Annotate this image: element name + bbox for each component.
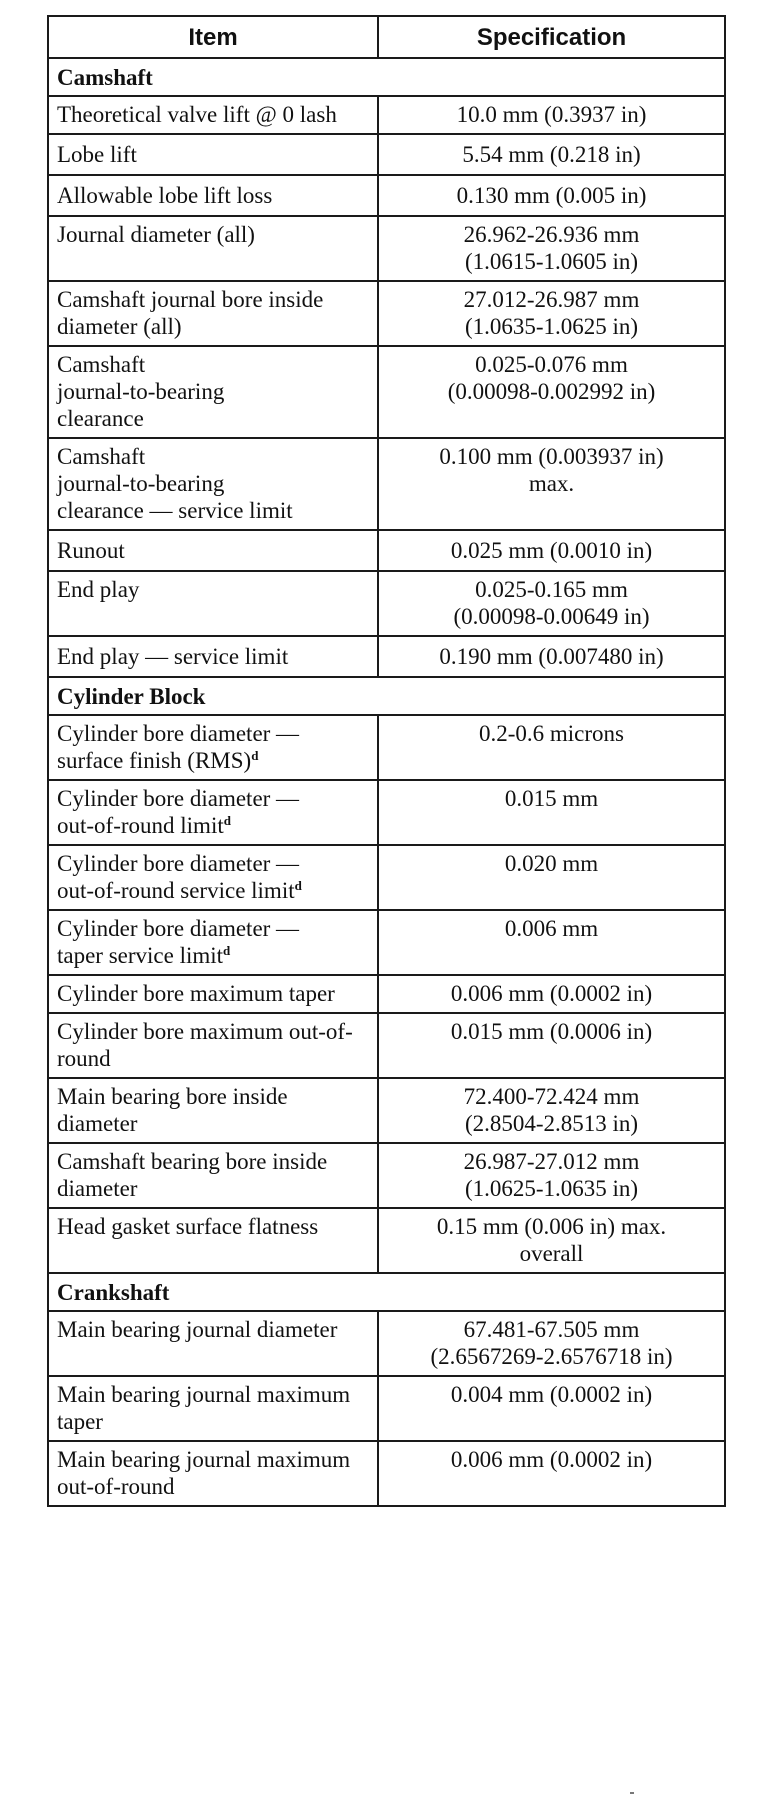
item-cell: Allowable lobe lift loss: [48, 175, 378, 216]
item-cell: Main bearing journal diameter: [48, 1311, 378, 1376]
spec-line: (1.0635-1.0625 in): [464, 314, 639, 339]
table-row: [48, 1441, 725, 1506]
table-row: [48, 1078, 725, 1143]
footnote-marker: d: [223, 813, 231, 828]
table-row: [48, 1143, 725, 1208]
item-cell: Camshaft journal bore inside diameter (all): [48, 281, 378, 346]
item-cell: Theoretical valve lift @ 0 lash: [48, 96, 378, 134]
spec-cell: 0.015 mm: [378, 780, 725, 845]
item-cell: Main bearing journal maximum out-of-round: [48, 1441, 378, 1506]
table-row: [48, 346, 725, 438]
spec-cell: [378, 1078, 725, 1143]
table-row: [48, 910, 725, 975]
table-row: [48, 134, 725, 175]
item-line: clearance: [57, 406, 144, 431]
spec-line: (0.00098-0.00649 in): [453, 604, 650, 629]
spec-line: (2.8504-2.8513 in): [464, 1111, 639, 1136]
table-row: [48, 530, 725, 571]
table-row: [48, 1013, 725, 1078]
footnote-marker: d: [223, 943, 231, 958]
spec-cell: 0.006 mm (0.0002 in): [378, 1441, 725, 1506]
item-cell: Runout: [48, 530, 378, 571]
table-row: [48, 780, 725, 845]
item-cell: [48, 346, 378, 438]
table-row: [48, 1376, 725, 1441]
spec-line: (0.00098-0.002992 in): [447, 379, 656, 404]
spec-line: 0.15 mm (0.006 in) max.: [436, 1214, 667, 1239]
section-title-camshaft: Camshaft: [48, 58, 725, 96]
spec-line: (1.0615-1.0605 in): [464, 249, 639, 274]
spec-cell: 0.006 mm (0.0002 in): [378, 975, 725, 1013]
table-row: [48, 96, 725, 134]
spec-cell: 0.2-0.6 microns: [378, 715, 725, 780]
table-row: [48, 715, 725, 780]
item-line: clearance — service limit: [57, 498, 293, 523]
item-line: Cylinder bore diameter —: [57, 851, 300, 876]
spec-line: (1.0625-1.0635 in): [464, 1176, 639, 1201]
item-line: Camshaft: [57, 444, 146, 469]
spec-cell: 0.006 mm: [378, 910, 725, 975]
spec-cell: [378, 1143, 725, 1208]
header-row: [48, 16, 725, 58]
table-row: [48, 281, 725, 346]
spec-cell: [378, 1311, 725, 1376]
table-row: [48, 175, 725, 216]
spec-line: (2.6567269-2.6576718 in): [430, 1344, 673, 1369]
table-row: [48, 571, 725, 636]
spec-line: 67.481-67.505 mm: [463, 1317, 640, 1342]
item-cell: Camshaft bearing bore inside diameter: [48, 1143, 378, 1208]
section-row-camshaft: [48, 58, 725, 96]
spec-line: overall: [519, 1241, 584, 1266]
section-title-cylinder-block: Cylinder Block: [48, 677, 725, 715]
item-cell: Main bearing bore inside diameter: [48, 1078, 378, 1143]
spec-cell: 0.025 mm (0.0010 in): [378, 530, 725, 571]
spec-line: 0.100 mm (0.003937 in): [439, 444, 664, 469]
section-row-cylinder-block: [48, 677, 725, 715]
spec-line: max.: [528, 471, 575, 496]
section-title-crankshaft: Crankshaft: [48, 1273, 725, 1311]
item-line: journal-to-bearing: [57, 471, 225, 496]
spec-cell: 5.54 mm (0.218 in): [378, 134, 725, 175]
table-row: [48, 636, 725, 677]
item-cell: Lobe lift: [48, 134, 378, 175]
item-line: Camshaft: [57, 352, 146, 377]
footnote-marker: d: [294, 878, 302, 893]
table-row: [48, 216, 725, 281]
spec-line: 0.025-0.076 mm: [475, 352, 628, 377]
spec-cell: 10.0 mm (0.3937 in): [378, 96, 725, 134]
spec-cell: [378, 1208, 725, 1273]
item-cell: [48, 845, 378, 910]
item-line: journal-to-bearing: [57, 379, 225, 404]
item-line: Cylinder bore diameter —: [57, 786, 300, 811]
spec-line: 72.400-72.424 mm: [463, 1084, 640, 1109]
item-cell: [48, 438, 378, 530]
specification-table: [47, 15, 726, 1507]
item-cell: End play: [48, 571, 378, 636]
item-cell: Cylinder bore maximum out-of-round: [48, 1013, 378, 1078]
table-row: [48, 1208, 725, 1273]
item-line: out-of-round service limit: [57, 878, 295, 903]
item-cell: [48, 715, 378, 780]
spec-line: 0.025-0.165 mm: [475, 577, 628, 602]
scan-speck: [630, 1792, 634, 1794]
spec-cell: 0.004 mm (0.0002 in): [378, 1376, 725, 1441]
item-cell: Journal diameter (all): [48, 216, 378, 281]
item-cell: End play — service limit: [48, 636, 378, 677]
spec-cell: 0.190 mm (0.007480 in): [378, 636, 725, 677]
item-line: out-of-round limit: [57, 813, 224, 838]
spec-line: 27.012-26.987 mm: [463, 287, 640, 312]
item-cell: [48, 780, 378, 845]
item-line: Cylinder bore diameter —: [57, 721, 300, 746]
item-cell: Head gasket surface flatness: [48, 1208, 378, 1273]
table-row: [48, 845, 725, 910]
section-row-crankshaft: [48, 1273, 725, 1311]
spec-cell: [378, 438, 725, 530]
spec-cell: [378, 281, 725, 346]
spec-cell: [378, 571, 725, 636]
spec-cell: [378, 216, 725, 281]
spec-line: 26.987-27.012 mm: [463, 1149, 640, 1174]
item-line: surface finish (RMS): [57, 748, 252, 773]
spec-cell: 0.020 mm: [378, 845, 725, 910]
item-cell: Main bearing journal maximum taper: [48, 1376, 378, 1441]
table-row: [48, 975, 725, 1013]
table-row: [48, 1311, 725, 1376]
item-cell: Cylinder bore maximum taper: [48, 975, 378, 1013]
spec-cell: [378, 346, 725, 438]
spec-cell: 0.130 mm (0.005 in): [378, 175, 725, 216]
spec-line: 26.962-26.936 mm: [463, 222, 640, 247]
item-line: taper service limit: [57, 943, 224, 968]
item-line: Cylinder bore diameter —: [57, 916, 300, 941]
item-column-header: Item: [48, 16, 378, 58]
footnote-marker: d: [251, 748, 259, 763]
item-cell: [48, 910, 378, 975]
table-row: [48, 438, 725, 530]
specification-column-header: Specification: [378, 16, 725, 58]
spec-cell: 0.015 mm (0.0006 in): [378, 1013, 725, 1078]
